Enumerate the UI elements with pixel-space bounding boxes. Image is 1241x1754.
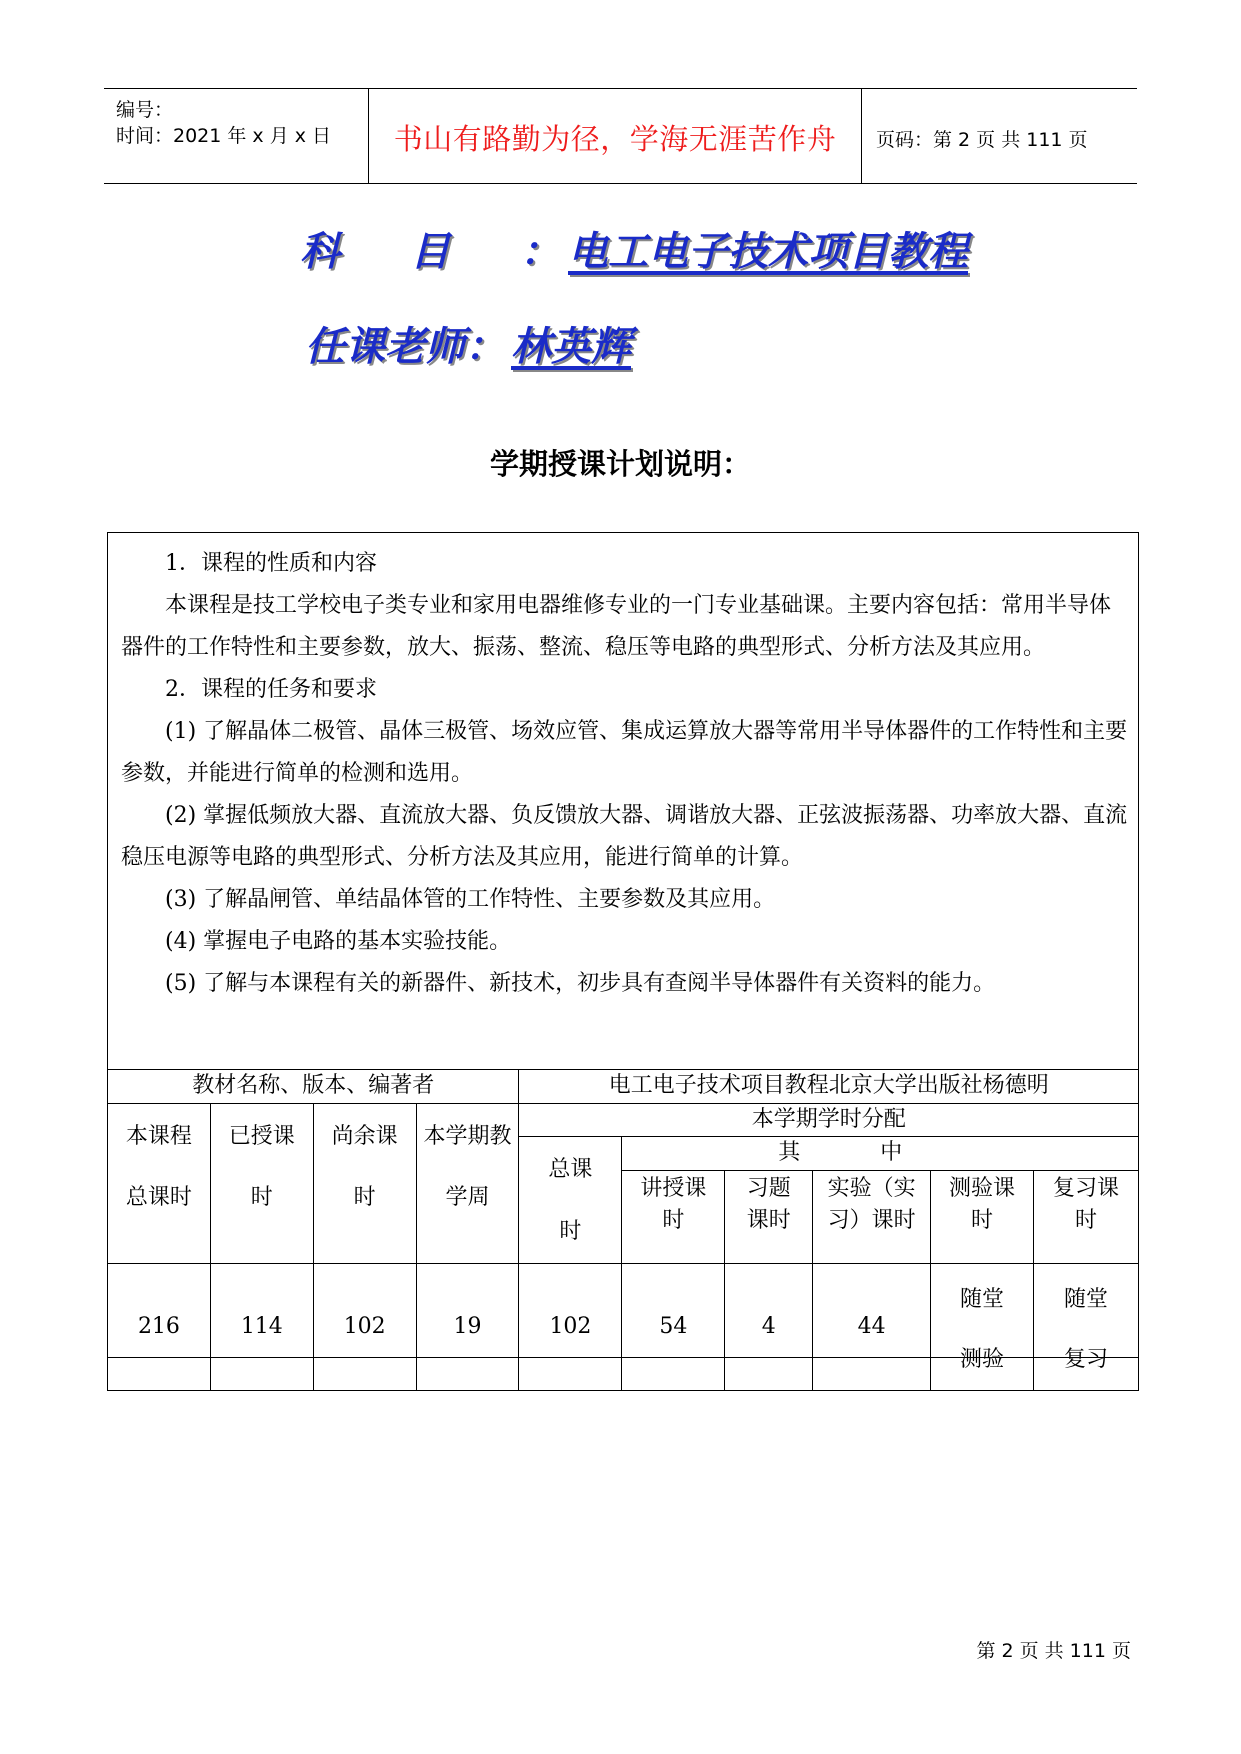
task-item-2: (2) 掌握低频放大器、直流放大器、负反馈放大器、调谐放大器、正弦波振荡器、功率放大器、直流稳压电源等电路的典型形式、分析方法及其应用，能进行简单的计算。 <box>121 803 1128 870</box>
plan-description <box>121 543 1128 1005</box>
plan-title: 学期授课计划说明： <box>489 447 751 481</box>
teacher-value: 林英辉 <box>511 324 631 370</box>
task-item-3: (3) 了解晶闸管、单结晶体管的工作特性、主要参数及其应用。 <box>165 887 776 912</box>
header-lab-hours: 实验（实习）课时 <box>813 1171 931 1264</box>
subject-colon: ： <box>520 229 560 275</box>
page-header <box>104 88 1137 184</box>
header-test-hours: 测验课时 <box>931 1171 1034 1264</box>
value-lab-hours: 44 <box>813 1264 931 1391</box>
section-heading-nature: 1．课程的性质和内容 <box>165 551 377 576</box>
textbook-label: 教材名称、版本、编著者 <box>108 1070 519 1104</box>
header-left-cell <box>104 89 367 183</box>
document-time-label: 时间：2021 年 x 月 x 日 <box>116 125 332 147</box>
value-test-hours: 随堂测验 <box>931 1264 1034 1391</box>
teacher-label: 任课老师： <box>305 324 505 370</box>
value-exercise-hours: 4 <box>725 1264 813 1391</box>
header-review-hours: 复习课时 <box>1033 1171 1138 1264</box>
header-taught-hours: 已授课时 <box>210 1104 313 1264</box>
hours-table <box>107 1069 1139 1391</box>
header-exercise-hours: 习题课时 <box>725 1171 813 1264</box>
header-among: 其中 <box>622 1137 1139 1171</box>
paragraph-nature: 本课程是技工学校电子类专业和家用电器维修专业的一门专业基础课。主要内容包括：常用半导体器件的工作特性和主要参数，放大、振荡、整流、稳压等电路的典型形式、分析方法及其应用。 <box>121 593 1112 660</box>
subject-label: 科目 <box>300 229 520 275</box>
task-item-1: (1) 了解晶体二极管、晶体三极管、场效应管、集成运算放大器等常用半导体器件的工作特性和主要参数，并能进行简单的检测和选用。 <box>121 719 1128 786</box>
header-right-cell <box>862 89 1137 183</box>
header-teaching-weeks: 本学期教学周 <box>416 1104 519 1264</box>
header-remaining-hours: 尚余课时 <box>313 1104 416 1264</box>
task-item-5: (5) 了解与本课程有关的新器件、新技术，初步具有查阅半导体器件有关资料的能力。 <box>165 971 996 996</box>
section-heading-tasks: 2．课程的任务和要求 <box>165 677 377 702</box>
task-item-4: (4) 掌握电子电路的基本实验技能。 <box>165 929 512 954</box>
value-lecture-hours: 54 <box>622 1264 725 1391</box>
value-total-hours: 216 <box>108 1264 211 1391</box>
value-taught-hours: 114 <box>210 1264 313 1391</box>
subject-line <box>300 220 968 277</box>
document-number-label: 编号： <box>116 99 174 121</box>
page-footer: 第 2 页 共 111 页 <box>976 1640 1131 1662</box>
value-teaching-weeks: 19 <box>416 1264 519 1391</box>
header-lecture-hours: 讲授课时 <box>622 1171 725 1264</box>
value-review-hours: 随堂复习 <box>1033 1264 1138 1391</box>
teacher-line <box>305 315 631 372</box>
header-total-hours: 本课程总课时 <box>108 1104 211 1264</box>
header-sum-hours: 总课时 <box>519 1137 622 1264</box>
value-sum-hours: 102 <box>519 1264 622 1391</box>
value-remaining-hours: 102 <box>313 1264 416 1391</box>
textbook-value: 电工电子技术项目教程北京大学出版社杨德明 <box>519 1070 1139 1104</box>
header-hour-allocation: 本学期学时分配 <box>519 1104 1139 1137</box>
header-page-info: 页码：第 2 页 共 111 页 <box>876 129 1088 151</box>
header-motto-cell <box>368 89 862 183</box>
header-motto: 书山有路勤为径，学海无涯苦作舟 <box>393 122 837 156</box>
subject-value: 电工电子技术项目教程 <box>568 229 968 275</box>
